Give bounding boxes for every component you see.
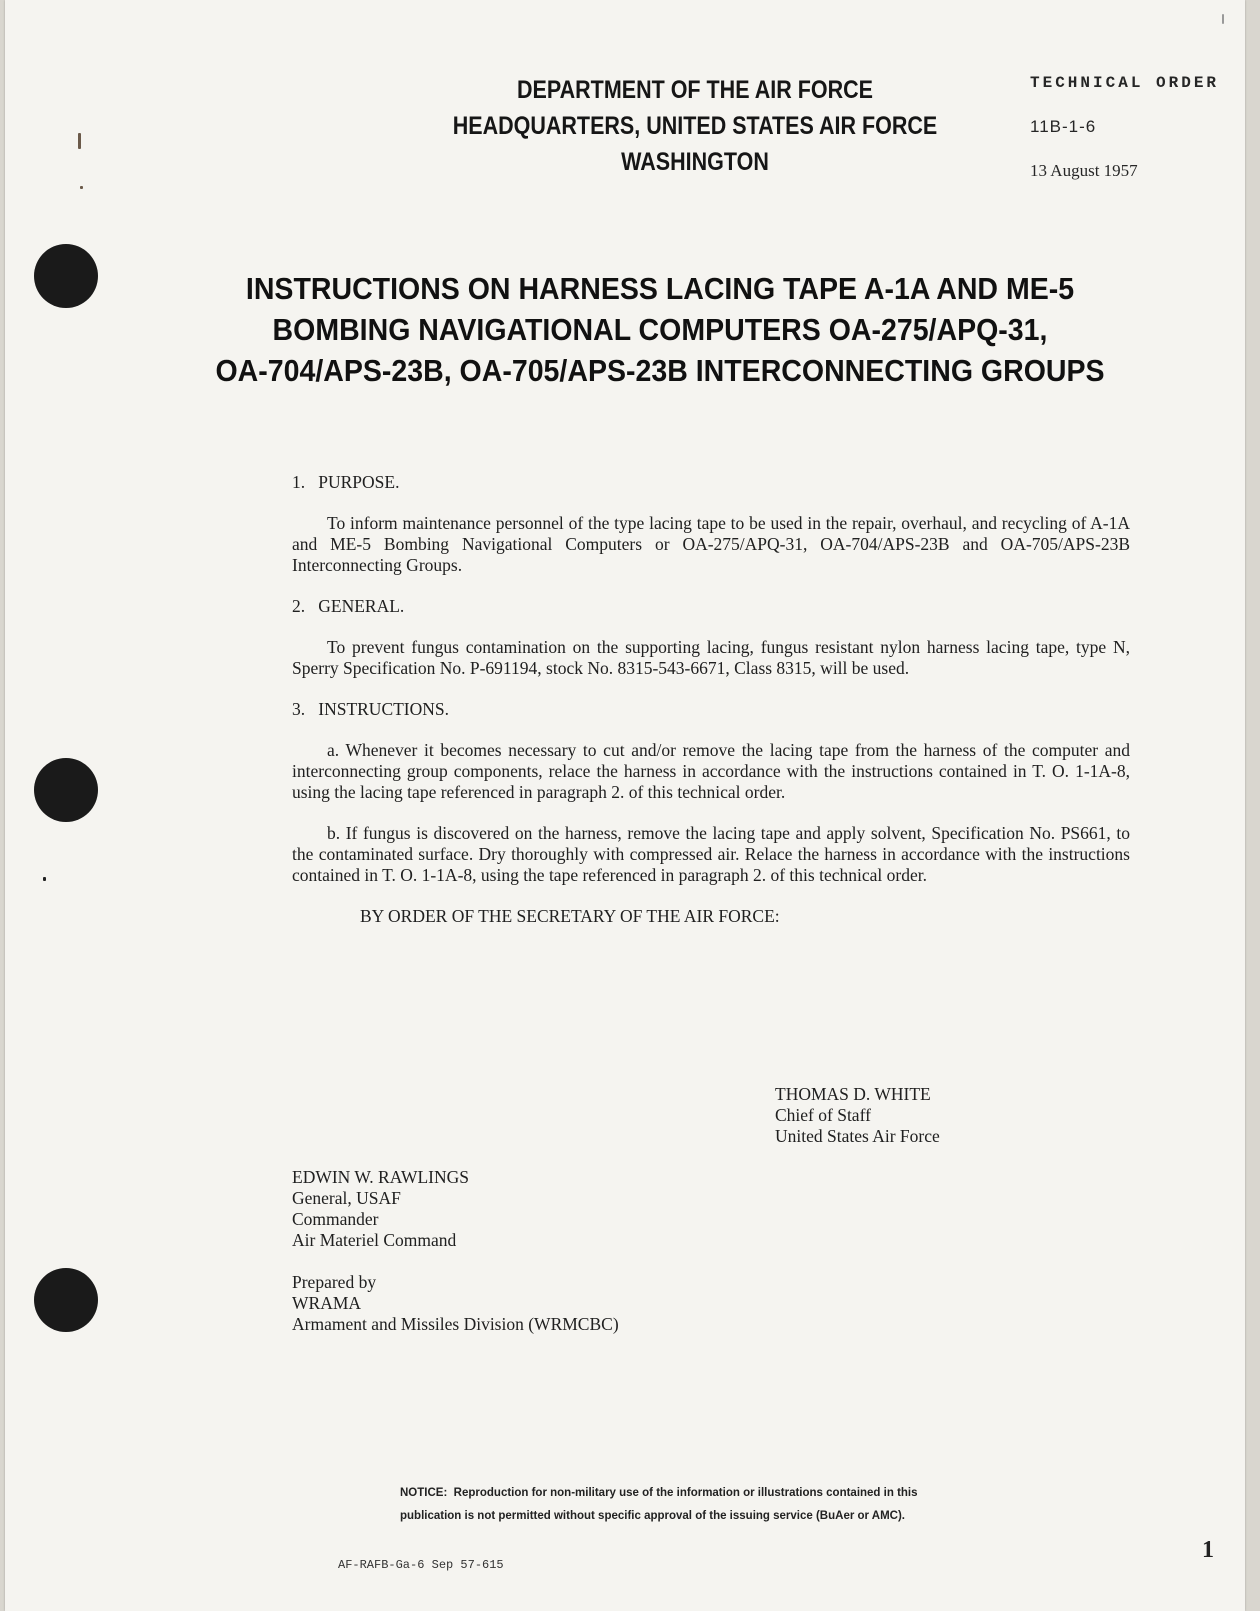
headquarters-line: HEADQUARTERS, UNITED STATES AIR FORCE <box>452 112 938 140</box>
binder-hole-bottom <box>34 1268 98 1332</box>
signatory-name: THOMAS D. WHITE <box>775 1084 931 1104</box>
prepared-by-label: Prepared by <box>292 1272 377 1292</box>
department-line: DEPARTMENT OF THE AIR FORCE <box>517 76 873 104</box>
prepared-by-division: Armament and Missiles Division (WRMCBC) <box>292 1314 619 1334</box>
technical-order-label: TECHNICAL ORDER <box>1030 74 1220 92</box>
prepared-by-org: WRAMA <box>292 1293 362 1313</box>
title-line: BOMBING NAVIGATIONAL COMPUTERS OA-275/APQ-31, <box>272 312 1048 347</box>
department-header <box>437 72 953 180</box>
instruction-a-paragraph: a. Whenever it becomes necessary to cut and/or remove the lacing tape from the harness of the computer and interconnecting group components, relace the harness in accordance with the instructions contained in T. O. 1-1A-8, using the lacing tape referenced in paragraph 2. of this technical order. <box>292 740 1130 802</box>
reproduction-notice <box>400 1482 1010 1528</box>
city-line: WASHINGTON <box>621 148 769 176</box>
signatory-title: Commander <box>292 1209 379 1229</box>
paper-mark <box>43 877 46 881</box>
page-number: 1 <box>1202 1537 1214 1563</box>
instruction-b-paragraph: b. If fungus is discovered on the harness, remove the lacing tape and apply solvent, Specification No. PS661, to the contaminated surface. Dry thoroughly with compressed air. Relace the harness in accordance with the instructions contained in T. O. 1-1A-8, using the tape referenced in paragraph 2. of this technical order. <box>292 823 1130 885</box>
signatory-org: United States Air Force <box>775 1126 940 1146</box>
binder-hole-top <box>34 244 98 308</box>
paper-mark <box>78 133 81 149</box>
commander-signature-block <box>292 1167 469 1251</box>
print-code: AF-RAFB-Ga-6 Sep 57-615 <box>338 1558 504 1572</box>
signatory-title: Chief of Staff <box>775 1105 871 1125</box>
purpose-heading: 1. PURPOSE. <box>292 472 400 492</box>
signatory-name: EDWIN W. RAWLINGS <box>292 1167 469 1187</box>
title-line: OA-704/APS-23B, OA-705/APS-23B INTERCONNECTING GROUPS <box>215 353 1105 388</box>
notice-line: NOTICE: Reproduction for non-military use of the information or illustrations contained in this <box>400 1487 918 1499</box>
chief-of-staff-signature-block <box>775 1084 940 1147</box>
signatory-org: Air Materiel Command <box>292 1230 457 1250</box>
binder-hole-middle <box>34 758 98 822</box>
signatory-rank: General, USAF <box>292 1188 401 1208</box>
document-body <box>292 472 1130 927</box>
document-title <box>186 268 1134 391</box>
general-paragraph: To prevent fungus contamination on the supporting lacing, fungus resistant nylon harness lacing tape, type N, Sperry Specification No. P-691194, stock No. 8315-543-6671, Class 8315, will be used. <box>292 637 1130 678</box>
order-number: 11B-1-6 <box>1030 117 1097 136</box>
document-page <box>5 0 1245 1611</box>
paper-mark <box>1222 14 1224 24</box>
by-order-line: BY ORDER OF THE SECRETARY OF THE AIR FORCE: <box>360 906 780 926</box>
instructions-heading: 3. INSTRUCTIONS. <box>292 699 450 719</box>
title-line: INSTRUCTIONS ON HARNESS LACING TAPE A-1A AND ME-5 <box>245 271 1075 306</box>
general-heading: 2. GENERAL. <box>292 596 405 616</box>
paper-mark <box>80 186 83 189</box>
order-date: 13 August 1957 <box>1030 161 1138 180</box>
prepared-by-block <box>292 1272 619 1335</box>
technical-order-block <box>1030 72 1230 182</box>
notice-line: publication is not permitted without specific approval of the issuing service (BuAer or AMC). <box>400 1510 905 1522</box>
purpose-paragraph: To inform maintenance personnel of the type lacing tape to be used in the repair, overhaul, and recycling of A-1A and ME-5 Bombing Navigational Computers or OA-275/APQ-31, OA-704/APS-23B and OA-705/APS-23B Interconnecting Groups. <box>292 513 1130 575</box>
